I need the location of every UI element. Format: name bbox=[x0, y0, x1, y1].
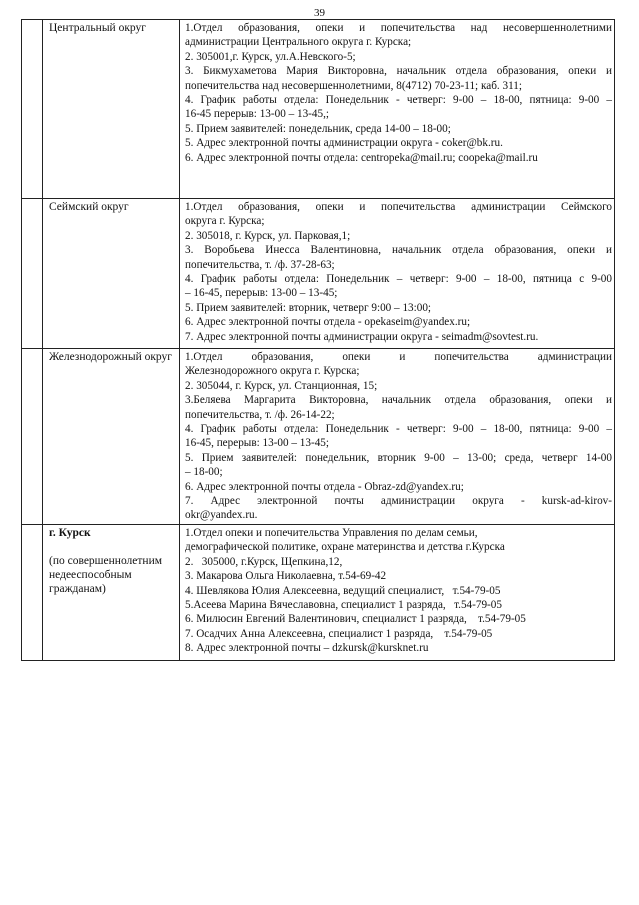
detail-line: демографической политике, охране материнства и детства г.Курска bbox=[185, 541, 505, 554]
table-row bbox=[22, 349, 615, 525]
detail-line: 2. 305018, г. Курск, ул. Парковая,1; bbox=[185, 229, 351, 242]
table-row bbox=[22, 199, 615, 349]
detail-line: 3. Воробьева Инесса Валентиновна, начальник отдела образования, опеки и bbox=[185, 244, 612, 257]
detail-line: – 18-00; bbox=[185, 466, 223, 479]
district-details bbox=[180, 349, 615, 525]
email-line[interactable]: 6. Адрес электронной почты отдела - Obraz-zd@yandex.ru; bbox=[185, 480, 464, 493]
detail-line: 5. Прием заявителей: понедельник, среда 14-00 – 18-00; bbox=[185, 122, 451, 135]
district-name: Железнодорожный округ bbox=[43, 349, 180, 525]
detail-line: 4. Шевлякова Юлия Алексеевна, ведущий специалист, т.54-79-05 bbox=[185, 584, 501, 597]
detail-line: 1.Отдел опеки и попечительства Управления по делам семьи, bbox=[185, 526, 478, 539]
detail-line: 16-45 перерыв: 13-00 – 13-45,; bbox=[185, 108, 330, 121]
district-details bbox=[180, 199, 615, 349]
detail-line: 1.Отдел образования, опеки и попечительства над несовершеннолетними bbox=[185, 22, 612, 34]
email-line[interactable]: 7. Адрес электронной почты администрации округа - seimadm@sovtest.ru. bbox=[185, 330, 539, 343]
district-name: г. Курск bbox=[49, 526, 91, 539]
detail-line: 16-45, перерыв: 13-00 – 13-45; bbox=[185, 437, 330, 450]
detail-line: 4. График работы отдела: Понедельник - четверг: 9-00 – 18-00, пятница: 9-00 – bbox=[185, 94, 612, 107]
detail-line: 1.Отдел образования, опеки и попечительства администрации Сеймского bbox=[185, 201, 612, 213]
email-line[interactable]: okr@yandex.ru. bbox=[185, 509, 258, 522]
detail-line: 3. Макарова Ольга Николаевна, т.54-69-42 bbox=[185, 570, 387, 583]
detail-line: 6. Милюсин Евгений Валентинович, специалист 1 разряда, т.54-79-05 bbox=[185, 613, 526, 626]
row-number-cell bbox=[22, 524, 43, 660]
detail-line: 5.Асеева Марина Вячеславовна, специалист 1 разряда, т.54-79-05 bbox=[185, 598, 502, 611]
district-name: Центральный округ bbox=[43, 20, 180, 199]
district-name-cell bbox=[43, 524, 180, 660]
row-number-cell bbox=[22, 349, 43, 525]
email-line[interactable]: 8. Адрес электронной почты – dzkursk@kursknet.ru bbox=[185, 642, 429, 655]
detail-line: попечительства, т. /ф. 26-14-22; bbox=[185, 408, 335, 421]
row-number-cell bbox=[22, 20, 43, 199]
detail-line: Железнодорожного округа г. Курска; bbox=[185, 365, 360, 378]
row-number-cell bbox=[22, 199, 43, 349]
detail-line: 4. График работы отдела: Понедельник – четверг: 9-00 – 18-00, пятница с 9-00 bbox=[185, 273, 612, 286]
page-number: 39 bbox=[314, 7, 325, 19]
detail-line: попечительства над несовершеннолетними, 8(4712) 70-23-11; каб. 311; bbox=[185, 79, 522, 92]
email-line[interactable]: 5. Адрес электронной почты администрации округа - coker@bk.ru. bbox=[185, 137, 503, 150]
email-line[interactable]: 6. Адрес электронной почты отдела: centropeka@mail.ru; coopeka@mail.ru bbox=[185, 151, 538, 164]
detail-line: 4. График работы отдела: Понедельник - четверг: 9-00 – 18-00, пятница: 9-00 – bbox=[185, 423, 612, 436]
contacts-table bbox=[21, 19, 615, 661]
detail-line: 1.Отдел образования, опеки и попечительства администрации bbox=[185, 351, 612, 363]
detail-line: 5. Прием заявителей: понедельник, вторник 9-00 – 13-00; среда, четверг 14-00 bbox=[185, 451, 612, 464]
table-row bbox=[22, 20, 615, 199]
detail-line: 3. Бикмухаметова Мария Викторовна, начальник отдела образования, опеки и bbox=[185, 65, 612, 78]
detail-line: 5. Прием заявителей: вторник, четверг 9:00 – 13:00; bbox=[185, 301, 432, 314]
district-name: Сеймский округ bbox=[43, 199, 180, 349]
detail-line: – 16-45, перерыв: 13-00 – 13-45; bbox=[185, 287, 338, 300]
detail-line: 2. 305000, г.Курск, Щепкина,12, bbox=[185, 555, 343, 568]
detail-line: администрации Центрального округа г. Курска; bbox=[185, 36, 412, 49]
district-details bbox=[180, 20, 615, 199]
district-details bbox=[180, 524, 615, 660]
detail-line: 2. 305044, г. Курск, ул. Станционная, 15; bbox=[185, 379, 378, 392]
table-row bbox=[22, 524, 615, 660]
detail-line: попечительства, т. /ф. 37-28-63; bbox=[185, 258, 335, 271]
email-line[interactable]: 6. Адрес электронной почты отдела - opekaseim@yandex.ru; bbox=[185, 316, 471, 329]
detail-line: 2. 305001,г. Курск, ул.А.Невского-5; bbox=[185, 50, 356, 63]
district-note: (по совершеннолетним недееспособным гражданам) bbox=[49, 554, 163, 595]
detail-line: округа г. Курска; bbox=[185, 215, 265, 228]
detail-line: 7. Осадчих Анна Алексеевна, специалист 1 разряда, т.54-79-05 bbox=[185, 627, 493, 640]
email-line[interactable]: 7. Адрес электронной почты администрации округа - kursk-ad-kirov- bbox=[185, 495, 612, 508]
detail-line: 3.Беляева Маргарита Викторовна, начальник отдела образования, опеки и bbox=[185, 394, 612, 407]
